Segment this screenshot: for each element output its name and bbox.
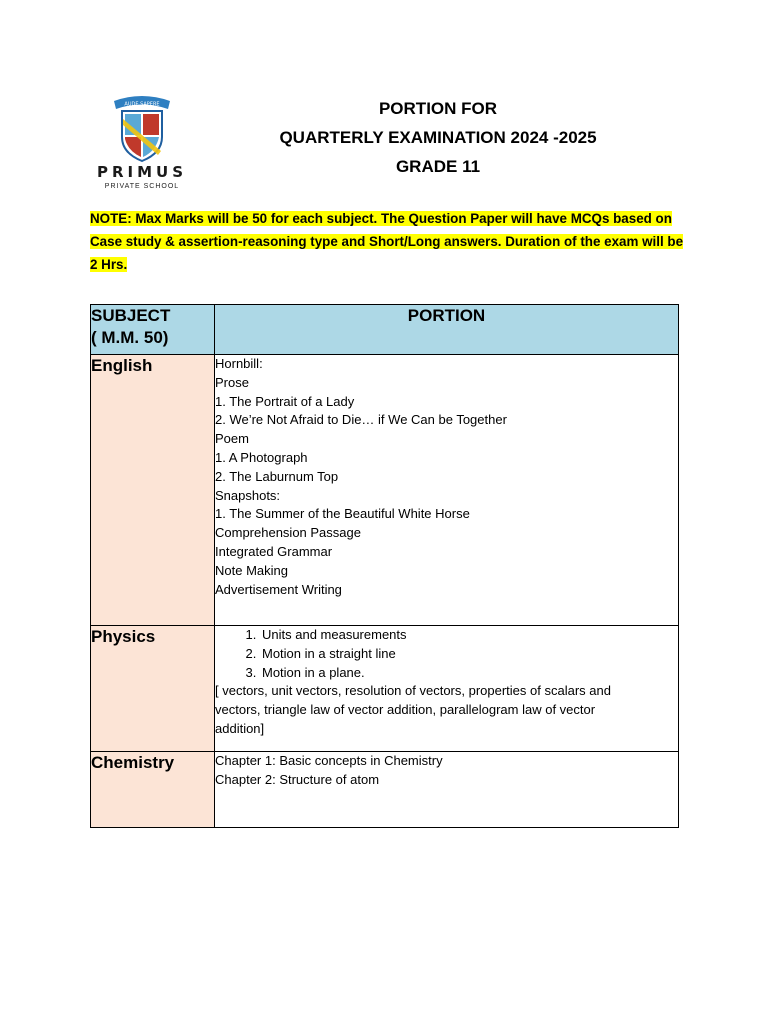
list-item: 3. Motion in a plane. xyxy=(260,664,678,683)
list-item: Chapter 2: Structure of atom xyxy=(215,771,380,787)
list-item: Chapter 1: Basic concepts in Chemistry xyxy=(215,753,443,768)
portion-english xyxy=(215,355,679,626)
list-item: 2. We’re Not Afraid to Die… if We Can be Together xyxy=(215,412,507,428)
table-row xyxy=(91,626,679,752)
title-line-3: GRADE 11 xyxy=(395,157,481,176)
title-line-2: QUARTERLY EXAMINATION 2024 -2025 xyxy=(279,128,597,147)
physics-note-line-1: [ vectors, unit vectors, resolution of vectors, properties of scalars and xyxy=(215,683,611,699)
page-title xyxy=(200,94,676,181)
list-item: 2. The Laburnum Top xyxy=(215,468,339,484)
subject-english: English xyxy=(91,355,215,626)
list-item: 1. The Portrait of a Lady xyxy=(215,393,355,409)
list-item: Poem xyxy=(215,431,249,447)
school-name: PRIMUS xyxy=(96,163,188,181)
header-portion: PORTION xyxy=(215,305,679,355)
list-item: Prose xyxy=(215,374,249,390)
list-item: Note Making xyxy=(215,562,288,578)
portion-chemistry xyxy=(215,752,679,828)
note-line-3: 2 Hrs. xyxy=(90,257,128,272)
list-item: Hornbill: xyxy=(215,356,263,371)
list-item: Comprehension Passage xyxy=(215,525,361,541)
physics-unit-list xyxy=(215,626,678,682)
header-subject-line-1: SUBJECT xyxy=(91,306,171,325)
table-header-row xyxy=(91,305,679,355)
list-item: 1. A Photograph xyxy=(215,449,308,465)
school-crest-icon xyxy=(92,93,192,165)
physics-note-line-2: vectors, triangle law of vector addition, parallelogram law of vector xyxy=(215,702,596,718)
school-logo xyxy=(92,93,192,193)
school-subtitle: PRIVATE SCHOOL xyxy=(104,183,180,190)
list-item: Snapshots: xyxy=(215,487,281,503)
list-item: Advertisement Writing xyxy=(215,581,342,597)
table-row xyxy=(91,355,679,626)
subject-physics: Physics xyxy=(91,626,215,752)
svg-text:AUDE SAPERE: AUDE SAPERE xyxy=(124,101,160,108)
title-line-1: PORTION FOR xyxy=(378,99,498,118)
list-item: 1. Units and measurements xyxy=(260,626,678,645)
note-line-1: NOTE: Max Marks will be 50 for each subject. The Question Paper will have MCQs based on xyxy=(90,211,672,226)
exam-note xyxy=(90,207,690,276)
table-row xyxy=(91,752,679,828)
header-subject-line-2: ( M.M. 50) xyxy=(91,328,169,347)
list-item: 2. Motion in a straight line xyxy=(260,645,678,664)
portion-table xyxy=(90,304,679,828)
portion-physics xyxy=(215,626,679,752)
subject-chemistry: Chemistry xyxy=(91,752,215,828)
physics-note-line-3: addition] xyxy=(215,720,265,736)
note-line-2: Case study & assertion-reasoning type and Short/Long answers. Duration of the exam will be xyxy=(90,234,684,249)
list-item: Integrated Grammar xyxy=(215,543,333,559)
header-subject xyxy=(91,305,215,355)
list-item: 1. The Summer of the Beautiful White Horse xyxy=(215,506,470,522)
